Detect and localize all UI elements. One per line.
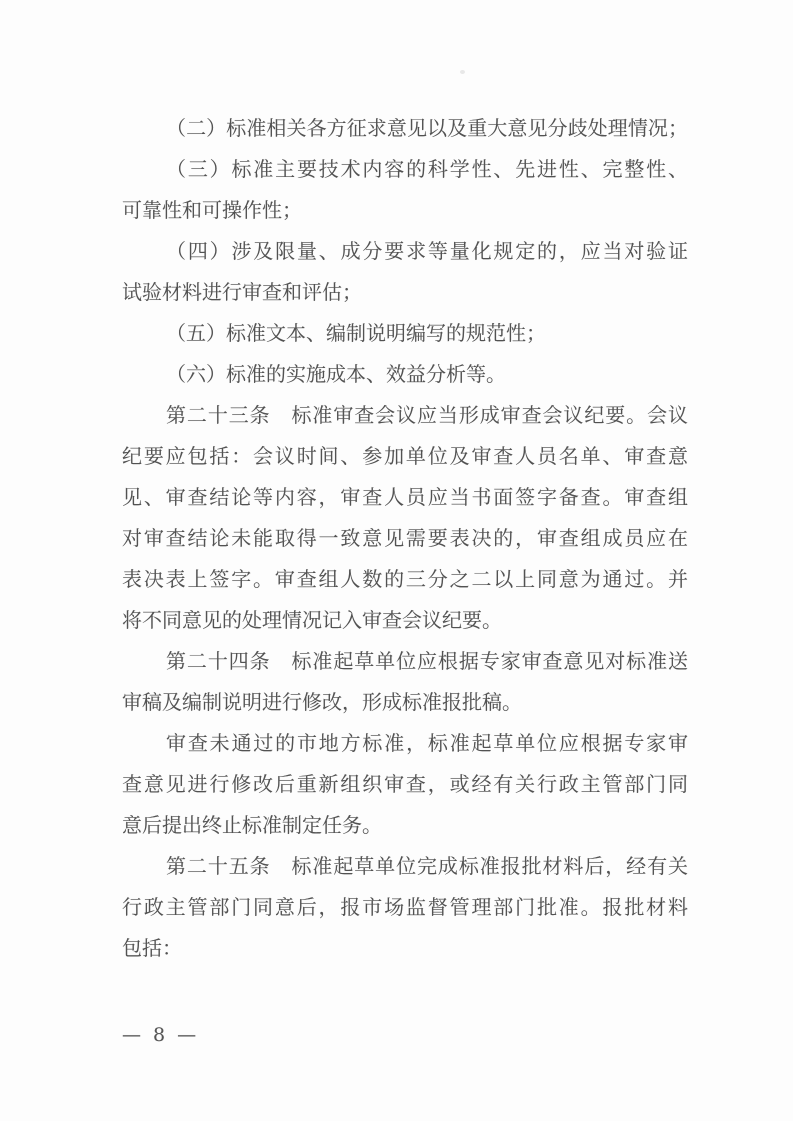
text-line: 行政主管部门同意后，报市场监督管理部门批准。报批材料 [122,895,688,919]
text-line: 第二十五条 标准起草单位完成标准报批材料后，经有关 [166,854,688,878]
text-line: 查意见进行修改后重新组织审查，或经有关行政主管部门同 [122,772,688,796]
paragraph [122,395,688,641]
text-line: 包括： [122,936,182,960]
page-number: — 8 — [122,1024,200,1046]
scan-artifact-dot [460,70,465,74]
document-body [122,108,688,969]
text-line: 审稿及编制说明进行修改，形成标准报批稿。 [122,690,522,714]
text-line: 第二十三条 标准审查会议应当形成审查会议纪要。会议 [166,403,688,427]
paragraph [122,846,688,969]
text-line: 意后提出终止标准制定任务。 [122,813,382,837]
paragraph [122,231,688,313]
text-line: （三）标准主要技术内容的科学性、先进性、完整性、 [166,157,688,181]
text-line: 可靠性和可操作性； [122,198,302,222]
text-line: 对审查结论未能取得一致意见需要表决的，审查组成员应在 [122,526,688,550]
paragraph [122,354,688,395]
text-line: 表决表上签字。审查组人数的三分之二以上同意为通过。并 [122,567,688,591]
paragraph [122,641,688,723]
text-line: （五）标准文本、编制说明编写的规范性； [166,321,546,345]
paragraph [122,108,688,149]
text-line: 第二十四条 标准起草单位应根据专家审查意见对标准送 [166,649,688,673]
text-line: 将不同意见的处理情况记入审查会议纪要。 [122,608,502,632]
paragraph [122,723,688,846]
paragraph [122,313,688,354]
text-line: 纪要应包括：会议时间、参加单位及审查人员名单、审查意 [122,444,688,468]
text-line: 见、审查结论等内容，审查人员应当书面签字备查。审查组 [122,485,688,509]
text-line: （四）涉及限量、成分要求等量化规定的，应当对验证 [166,239,688,263]
paragraph [122,149,688,231]
text-line: （二）标准相关各方征求意见以及重大意见分歧处理情况； [166,116,688,140]
text-line: 试验材料进行审查和评估； [122,280,362,304]
text-line: 审查未通过的市地方标准，标准起草单位应根据专家审 [166,731,688,755]
text-line: （六）标准的实施成本、效益分析等。 [166,362,506,386]
